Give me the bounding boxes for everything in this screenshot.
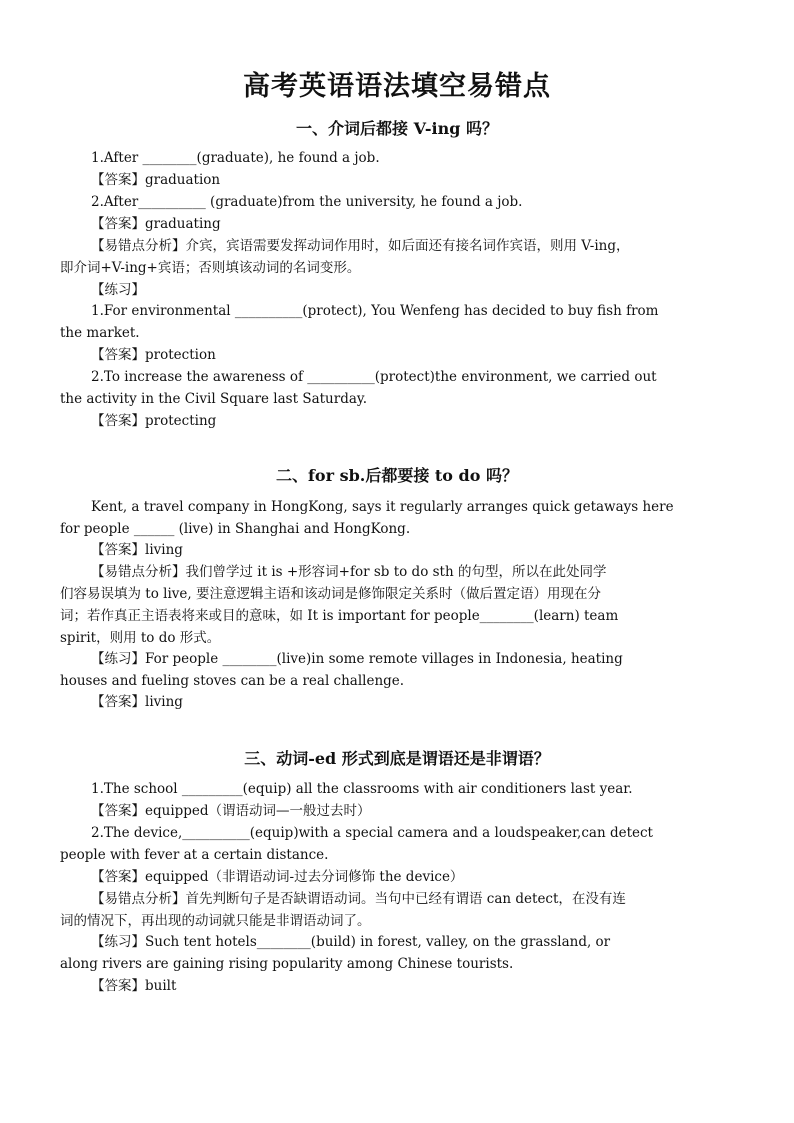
- s3-practice-answer: 【答案】built: [91, 978, 177, 994]
- s3-question-2-line-1: 2.The device,__________(equip)with a special camera and a loudspeaker,can detect: [91, 825, 653, 841]
- s3-practice-line-1: 【练习】Such tent hotels________(build) in forest, valley, on the grassland, or: [91, 934, 611, 950]
- s2-question-line-2: for people ______ (live) in Shanghai and HongKong.: [60, 521, 411, 537]
- s1-answer-2: 【答案】graduating: [91, 216, 221, 232]
- s3-practice-line-2: along rivers are gaining rising popularity among Chinese tourists.: [60, 956, 514, 972]
- s1-practice-2-line-1: 2.To increase the awareness of __________(protect)the environment, we carried out: [91, 369, 657, 385]
- s3-answer-1: 【答案】equipped（谓语动词—一般过去时）: [91, 803, 371, 819]
- s3-question-1: 1.The school _________(equip) all the classrooms with air conditioners last year.: [91, 781, 633, 797]
- s2-answer: 【答案】living: [91, 542, 183, 558]
- section-2-heading: 二、for sb.后都要接 to do 吗？: [276, 466, 518, 485]
- s1-practice-label: 【练习】: [91, 282, 145, 298]
- s2-practice-line-2: houses and fueling stoves can be a real challenge.: [60, 673, 405, 689]
- s2-analysis-line-3: 词；若作真正主语表将来或目的意味，如 It is important for people________(learn) team: [60, 608, 619, 624]
- s1-question-2: 2.After__________ (graduate)from the university, he found a job.: [91, 194, 523, 210]
- s1-practice-1-line-1: 1.For environmental __________(protect), You Wenfeng has decided to buy fish from: [91, 303, 659, 319]
- s1-question-1: 1.After ________(graduate), he found a job.: [91, 150, 380, 166]
- s1-practice-2-line-2: the activity in the Civil Square last Saturday.: [60, 391, 368, 407]
- section-1-heading: 一、介词后都接 V-ing 吗？: [296, 119, 498, 138]
- s2-practice-answer: 【答案】living: [91, 694, 183, 710]
- document-title: 高考英语语法填空易错点: [243, 71, 551, 102]
- s1-practice-1-answer: 【答案】protection: [91, 347, 216, 363]
- s2-practice-line-1: 【练习】For people ________(live)in some remote villages in Indonesia, heating: [91, 651, 623, 667]
- s2-question-line-1: Kent, a travel company in HongKong, says it regularly arranges quick getaways here: [91, 499, 674, 515]
- s2-analysis-line-2: 们容易误填为 to live, 要注意逻辑主语和该动词是修饰限定关系时（做后置定语）用现在分: [60, 586, 601, 602]
- s1-analysis-line-1: 【易错点分析】介宾，宾语需要发挥动词作用时，如后面还有接名词作宾语，则用 V-ing，: [91, 238, 630, 254]
- s3-question-2-line-2: people with fever at a certain distance.: [60, 847, 329, 863]
- s1-practice-1-line-2: the market.: [60, 325, 140, 341]
- s1-analysis-line-2: 即介词+V-ing+宾语；否则填该动词的名词变形。: [60, 260, 361, 276]
- s1-answer-1: 【答案】graduation: [91, 172, 221, 188]
- s3-analysis-line-2: 词的情况下，再出现的动词就只能是非谓语动词了。: [60, 913, 371, 929]
- s3-analysis-line-1: 【易错点分析】首先判断句子是否缺谓语动词。当句中已经有谓语 can detect，在没有连: [91, 891, 626, 907]
- s1-practice-2-answer: 【答案】protecting: [91, 413, 217, 429]
- s3-answer-2: 【答案】equipped（非谓语动词-过去分词修饰 the device）: [91, 869, 464, 885]
- s2-analysis-line-1: 【易错点分析】我们曾学过 it is +形容词+for sb to do sth 的句型，所以在此处同学: [91, 564, 607, 580]
- section-3-heading: 三、动词-ed 形式到底是谓语还是非谓语？: [244, 749, 550, 768]
- s2-analysis-line-4: spirit，则用 to do 形式。: [60, 630, 221, 646]
